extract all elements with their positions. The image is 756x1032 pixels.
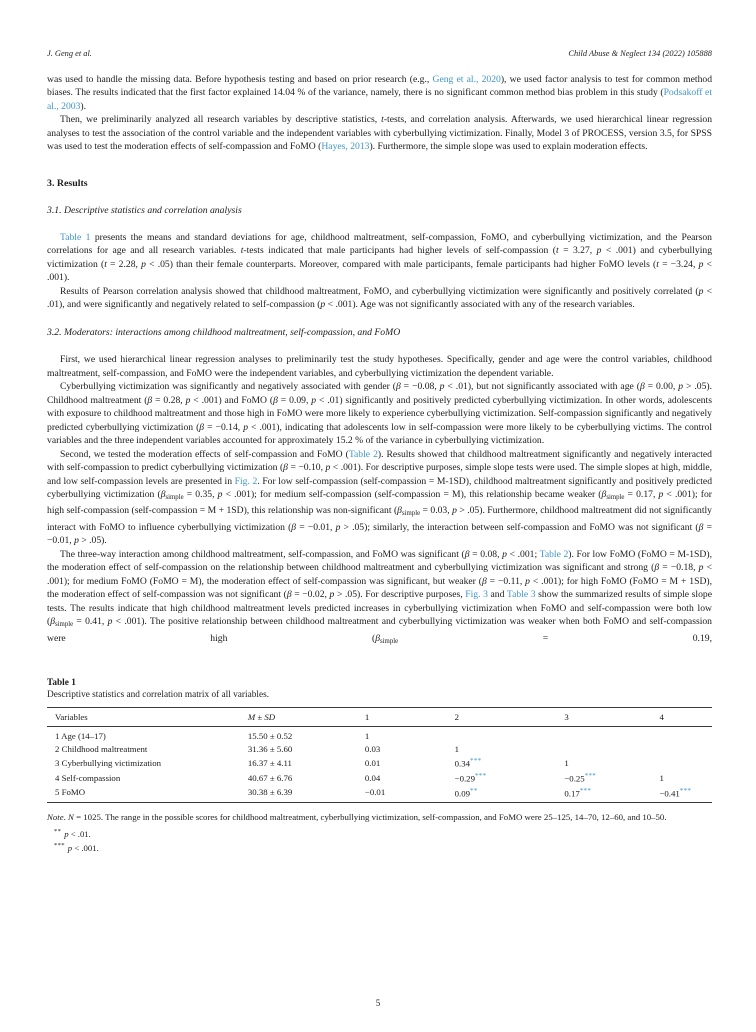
paragraph: Then, we preliminarily analyzed all research variables by descriptive statistics, t-tests, and correlation analysis. Afterwards, we used hierarchical linear regression analyses to test the association of the control variable and the independent variables with cyberbullying victimization. Finally, Model 3 of PROCESS, version 3.5, for SPSS was used to test the moderation effects of self-compassion and FoMO (Hayes, 2013). Furthermore, the simple slope was used to explain moderation effects.	[47, 114, 713, 153]
italic-text: p	[452, 505, 457, 517]
italic-text: p	[596, 245, 602, 257]
italic-text: p	[329, 589, 335, 601]
italic-text: p	[502, 548, 507, 560]
table-cell: 4 Self-compassion	[55, 772, 121, 783]
italic-text: p	[141, 258, 146, 270]
table-cell: 0.34***	[454, 757, 482, 769]
table-header-row	[47, 707, 712, 726]
article-body	[47, 73, 712, 648]
paragraph: Cyberbullying victimization was significantly and negatively associated with gender (β = −0.08, p < .01), but not significantly associated with age (β = 0.00, p > .05). Childhood maltreatment (β = 0.28, p < .001) and FoMO (β = 0.09, p < .01) significantly and positively predicted cyberbullying victimization. In other words, adolescents with exposure to childhood maltreatment and those high in FoMO were more likely to experience cyberbullying victimization. Self-compassion significantly and negatively predicted cyberbullying victimization (β = −0.14, p < .001), indicating that adolescents low in self-compassion were more likely to be cyberbullying victims. The control variables and the three independent variables accounted for approximately 15.2 % of the variance in cyberbullying victimization.	[47, 381, 712, 447]
italic-text: p	[67, 842, 73, 853]
table-cell: 15.50 ± 0.52	[247, 730, 293, 741]
page-number: 5	[375, 998, 381, 1008]
table-cell: −0.29***	[454, 772, 487, 784]
italic-text: β	[639, 381, 645, 393]
italic-text: β	[283, 462, 288, 474]
table-cell: 16.37 ± 4.11	[247, 758, 292, 769]
table-cell: 1	[364, 730, 370, 741]
italic-text: β	[291, 521, 297, 533]
table-row	[47, 743, 712, 756]
table-cell	[455, 726, 565, 742]
italic-text: β	[160, 488, 166, 500]
italic-text: p	[525, 575, 530, 587]
italic-text: p	[439, 381, 445, 393]
running-head-authors: J. Geng et al.	[47, 49, 92, 58]
italic-text: p	[107, 616, 113, 628]
column-header: 1	[365, 707, 455, 726]
table-cell	[564, 726, 659, 742]
table-footnote: ** p < .01.	[54, 827, 91, 839]
column-header: 2	[455, 707, 565, 726]
table-cell: 0.01	[364, 758, 381, 769]
table-cell: 5 FoMO	[47, 785, 248, 803]
italic-text: p	[311, 394, 317, 406]
significance-stars: **	[470, 786, 478, 795]
significance-stars: ***	[470, 757, 482, 766]
running-head-journal: Child Abuse & Neglect 134 (2022) 105888	[568, 49, 712, 58]
italic-text: β	[199, 421, 205, 433]
italic-text: Note	[47, 812, 64, 823]
column-header: 4	[659, 707, 712, 726]
italic-text: β	[273, 394, 278, 406]
table-cell: 3 Cyberbullying victimization	[55, 758, 162, 769]
ref-link[interactable]: Fig. 2	[234, 475, 258, 487]
ref-link[interactable]: Table 2	[539, 548, 569, 560]
ref-link[interactable]: Table 2	[348, 448, 378, 460]
italic-text: p	[217, 488, 223, 500]
italic-text: t	[381, 114, 384, 126]
ref-link[interactable]: Table 3	[506, 589, 536, 601]
ref-link[interactable]: Geng et al., 2020	[432, 74, 501, 85]
italic-text: t	[656, 258, 659, 270]
italic-text: β	[395, 381, 401, 393]
significance-stars: ***	[579, 786, 592, 795]
italic-text: p	[325, 462, 331, 474]
subscript-text: simple	[606, 493, 625, 501]
table-row	[47, 756, 712, 771]
italic-text: β	[601, 488, 607, 500]
column-header: 3	[564, 707, 659, 726]
section-heading: 3. Results	[47, 177, 88, 189]
italic-text: t	[104, 258, 107, 270]
ref-link[interactable]: Hayes, 2013	[321, 141, 370, 153]
table-cell	[564, 743, 659, 756]
italic-text: β	[698, 521, 704, 533]
paragraph: Table 1 presents the means and standard deviations for age, childhood maltreatment, self-compassion, FoMO, and cyberbullying victimization, and the Pearson correlations for age and all research variables. t-tests indicated that male participants had higher levels of self-compassion (t = 3.27, p < .001) and cyberbullying victimization (t = 2.28, p < .05) than their female counterparts. Moreover, compared with male participants, female participants had higher FoMO levels (t = −3.24, p < .001).	[47, 231, 713, 284]
table-note: Note. N = 1025. The range in the possible scores for childhood maltreatment, cyberbullying victimization, self-compassion, and FoMO were 25–125, 14–70, 12–60, and 10–50.	[47, 812, 667, 823]
italic-text: p	[698, 258, 704, 270]
subscript-text: simple	[165, 493, 184, 501]
paragraph: The three-way interaction among childhood maltreatment, self-compassion, and FoMO was significant (β = 0.08, p < .001; Table 2). For low FoMO (FoMO = M-1SD), the moderation effect of self-compassion on the relationship between childhood maltreatment and cyberbullying victimization was significant and strong (β = −0.18, p < .001); for medium FoMO (FoMO = M), the moderation effect of self-compassion was significant, but weaker (β = −0.11, p < .001); for high FoMO (FoMO = M + 1SD), the moderation effect of self-compassion was not significant (β = −0.02, p > .05). For descriptive purposes, Fig. 3 and Table 3 show the summarized results of simple slope tests. The results indicate that high childhood maltreatment levels predicted increases in cyberbullying victimization when FoMO and self-compassion were both low ($\beta_{simple} = 0.41$, p < .001). The positive relationship between childhood maltreatment and cyberbullying victimization was weaker when both FoMO and self-compassion were high ($\beta_{simple} = 0.19$,	[47, 548, 713, 645]
running-head	[47, 49, 712, 58]
table-cell: 1	[454, 744, 460, 755]
table-row	[47, 785, 712, 803]
italic-text: SD	[264, 711, 276, 722]
table-cell: 0.03	[364, 744, 381, 755]
paragraph: First, we used hierarchical linear regression analyses to preliminarily test the study hypotheses. Specifically, gender and age were the control variables, childhood maltreatment, self-compassion, and FoMO were the independent variables, and cyberbullying victimization the dependent variable.	[47, 354, 712, 379]
italic-text: β	[481, 575, 487, 587]
table-cell: −0.41***	[659, 785, 712, 803]
italic-text: M	[247, 711, 256, 722]
table-1-block	[47, 678, 712, 854]
italic-text: N	[68, 812, 74, 823]
subsection-heading: 3.1. Descriptive statistics and correlation analysis	[47, 204, 242, 216]
table-cell: 31.36 ± 5.60	[247, 744, 293, 755]
ref-link[interactable]: Fig. 3	[465, 589, 488, 601]
subscript-text: simple	[380, 637, 399, 645]
table-row	[47, 726, 712, 742]
italic-text: p	[64, 828, 69, 839]
table-footnotes	[47, 826, 712, 854]
italic-text: β	[50, 616, 56, 628]
table-row	[47, 770, 712, 785]
table-cell: −0.01	[365, 785, 455, 803]
paragraph: Second, we tested the moderation effects of self-compassion and FoMO (Table 2). Results showed that childhood maltreatment significantly and negatively interacted with self-compassion to predict cyberbullying victimization (β = −0.10, p < .001). For descriptive purposes, simple slope tests were used. The simple slopes at high, middle, and low self-compassion levels are presented in Fig. 2. For low self-compassion (self-compassion = M-1SD), childhood maltreatment significantly and positively predicted cyberbullying victimization ($\beta_{simple} = 0.35$, p < .001); for medium self-compassion (self-compassion = M), this relationship became weaker ($\beta_{simple} = 0.17$, p < .001); for high self-compassion (self-compassion = M + 1SD), this relationship was non-significant ($\beta_{simple} = 0.03$, p > .05). Furthermore, childhood maltreatment did not significantly interact with FoMO to influence cyberbullying victimization (β = −0.01, p > .05); similarly, the interaction between self-compassion and FoMO was not significant (β = −0.01, p > .05).	[47, 448, 713, 547]
subscript-text: simple	[401, 510, 421, 518]
footnote-stars: ***	[54, 841, 65, 849]
paragraph: was used to handle the missing data. Before hypothesis testing and based on prior research (e.g., Geng et al., 2020), we used factor analysis to test for common method biases. The results indicated that the first factor explained 14.04 % of the variance, namely, there is no significant common method bias problem in this study (Podsakoff et al., 2003).	[47, 74, 713, 112]
table-cell: 0.17***	[564, 785, 659, 803]
table-cell: 0.09**	[455, 785, 565, 803]
italic-text: p	[335, 521, 341, 533]
italic-text: p	[678, 381, 684, 393]
ref-link[interactable]: Table 1	[60, 231, 91, 243]
table-cell: 40.67 ± 6.76	[247, 772, 293, 783]
table-cell: 30.38 ± 6.39	[248, 785, 365, 803]
italic-text: p	[320, 298, 326, 310]
table-cell: 1	[564, 758, 569, 769]
ref-link[interactable]: Podsakoff et al., 2003	[47, 87, 712, 112]
italic-text: β	[147, 394, 153, 406]
italic-text: β	[654, 562, 660, 574]
significance-stars: ***	[584, 772, 597, 781]
italic-text: β	[397, 505, 402, 517]
table-caption: Descriptive statistics and correlation matrix of all variables.	[47, 689, 270, 700]
subscript-text: simple	[55, 621, 74, 629]
column-header: Variables	[47, 707, 248, 726]
italic-text: p	[243, 421, 249, 433]
italic-text: t	[240, 245, 244, 257]
table-cell	[659, 743, 712, 756]
italic-text: β	[464, 548, 470, 560]
italic-text: t	[556, 245, 559, 257]
table-cell: 2 Childhood maltreatment	[55, 744, 148, 755]
table-1	[47, 707, 712, 803]
footnote-stars: **	[54, 827, 62, 835]
paragraph: Results of Pearson correlation analysis showed that childhood maltreatment, FoMO, and cyberbullying victimization were significantly and positively correlated (p < .01), and were significantly and negatively related to self-compassion (p < .001). Age was not significantly associated with any of the research variables.	[47, 285, 712, 310]
table-cell	[659, 726, 712, 742]
table-label: Table 1	[47, 677, 76, 688]
italic-text: β	[286, 589, 292, 601]
column-header: M ± SD	[248, 707, 365, 726]
italic-text: p	[698, 562, 704, 574]
table-cell: 1 Age (14–17)	[55, 730, 106, 741]
subsection-heading: 3.2. Moderators: interactions among childhood maltreatment, self-compassion, and FoMO	[47, 327, 401, 339]
table-cell: −0.25***	[564, 772, 597, 784]
italic-text: p	[698, 285, 704, 297]
table-footnote: *** p < .001.	[54, 841, 99, 853]
significance-stars: ***	[474, 772, 487, 781]
italic-text: p	[185, 394, 191, 406]
table-cell	[659, 756, 712, 771]
italic-text: p	[74, 535, 79, 547]
table-cell: 0.04	[364, 772, 381, 783]
table-body	[47, 726, 712, 802]
table-cell: 1	[659, 772, 664, 783]
italic-text: β	[375, 632, 380, 644]
italic-text: p	[658, 488, 664, 500]
significance-stars: ***	[679, 786, 692, 795]
